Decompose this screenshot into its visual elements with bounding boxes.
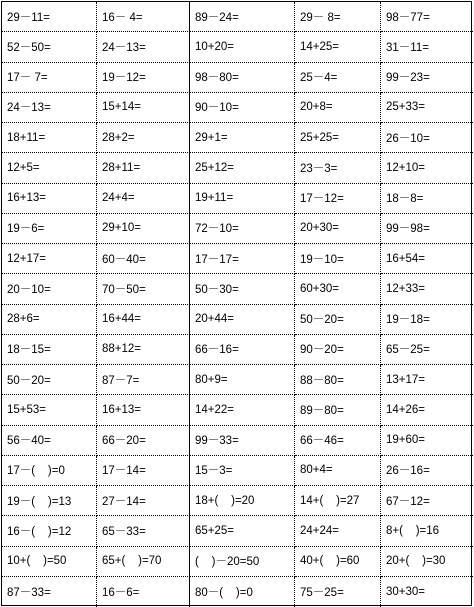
problem-cell: 65－25= <box>381 335 473 365</box>
problem-cell: 98－80= <box>190 63 295 93</box>
problem-cell: 60－40= <box>97 244 190 274</box>
problem-cell: 12+10= <box>381 153 473 183</box>
problem-cell: 56－40= <box>2 426 97 456</box>
problem-cell: 89－24= <box>190 2 295 32</box>
problem-cell: 8+( )=16 <box>381 516 473 546</box>
problem-cell: 19－18= <box>381 305 473 335</box>
problem-cell: 88－80= <box>295 365 381 395</box>
problem-cell: 19－10= <box>295 244 381 274</box>
problem-cell: 16+54= <box>381 244 473 274</box>
problem-cell: 30+30= <box>386 585 426 598</box>
problem-cell: 29+10= <box>97 214 190 244</box>
problem-cell: 70－50= <box>97 274 190 304</box>
problem-cell: 50－20= <box>295 305 381 335</box>
problem-cell: 17－17= <box>190 244 295 274</box>
problem-cell: 23－3= <box>295 153 381 183</box>
problem-cell: 28+6= <box>2 305 97 335</box>
problem-cell: 75－25= <box>295 577 381 607</box>
problem-cell: 19－( )=13 <box>2 486 97 516</box>
problem-cell: 20+( )=30 <box>381 547 473 577</box>
problem-cell: 26－16= <box>381 456 473 486</box>
problem-cell: 40+( )=60 <box>295 547 381 577</box>
problem-cell: 24+24= <box>295 516 381 546</box>
problem-cell: 15+53= <box>2 395 97 425</box>
problem-cell: 19－6= <box>2 214 97 244</box>
arithmetic-worksheet <box>1 1 472 606</box>
problem-cell: 99－23= <box>381 63 473 93</box>
problem-cell: 28+11= <box>97 153 190 183</box>
problem-cell: 15+14= <box>97 93 190 123</box>
problem-cell: 16－ 4= <box>97 2 190 32</box>
problem-cell: 19－12= <box>97 63 190 93</box>
problem-cell: 67－12= <box>381 486 473 516</box>
problem-cell: 19+11= <box>190 184 295 214</box>
problem-cell: 24－13= <box>97 32 190 62</box>
problem-cell: 66－46= <box>295 426 381 456</box>
problem-cell: 16+44= <box>97 305 190 335</box>
problem-cell: 90－10= <box>190 93 295 123</box>
problem-cell: 16－( )=12 <box>2 516 97 546</box>
problem-cell: 12+33= <box>381 274 473 304</box>
problem-cell: 20+8= <box>295 93 381 123</box>
problem-cell: 13+17= <box>381 365 473 395</box>
problem-cell: 24－13= <box>2 93 97 123</box>
problem-cell: 80－( )=0 <box>190 577 295 607</box>
problem-cell: 87－33= <box>2 577 97 607</box>
problem-cell: 12+17= <box>2 244 97 274</box>
problem-cell: 20－10= <box>2 274 97 304</box>
problem-cell: 66－20= <box>97 426 190 456</box>
problem-cell: 27－14= <box>97 486 190 516</box>
problem-cell: 24+4= <box>97 184 190 214</box>
problem-cell: 65+25= <box>190 516 295 546</box>
problem-cell: 28+2= <box>97 123 190 153</box>
problem-cell: 98－77= <box>381 2 473 32</box>
problem-cell: 65－33= <box>97 516 190 546</box>
problem-cell: 17－ 7= <box>2 63 97 93</box>
problem-cell: 17－12= <box>295 184 381 214</box>
problem-cell: 18+11= <box>2 123 97 153</box>
problem-cell: 31－11= <box>381 32 473 62</box>
problem-cell: 88+12= <box>97 335 190 365</box>
problem-cell: 18－8= <box>381 184 473 214</box>
problem-cell: 25+25= <box>295 123 381 153</box>
problem-cell: 17－( )=0 <box>2 456 97 486</box>
problem-cell: 26－10= <box>381 123 473 153</box>
problem-cell: 52－50= <box>2 32 97 62</box>
problem-cell: 60+30= <box>295 274 381 304</box>
problem-cell: 19+60= <box>381 426 473 456</box>
problem-cell: 65+( )=70 <box>97 547 190 577</box>
problem-cell: 15－3= <box>190 456 295 486</box>
problem-cell: 66－16= <box>190 335 295 365</box>
problem-cell: 25+12= <box>190 153 295 183</box>
problem-cell: 29+1= <box>190 123 295 153</box>
problem-cell: 18－15= <box>2 335 97 365</box>
problem-cell: 87－7= <box>97 365 190 395</box>
problem-cell: 14+26= <box>381 395 473 425</box>
problem-cell: 80+9= <box>190 365 295 395</box>
problem-cell: 90－20= <box>295 335 381 365</box>
problem-cell: 80+4= <box>295 456 381 486</box>
problem-cell: 29－ 8= <box>295 2 381 32</box>
problem-cell: 99－98= <box>381 214 473 244</box>
problem-cell: 17－14= <box>97 456 190 486</box>
problem-cell: 89－80= <box>295 395 381 425</box>
problem-cell: ( )－20=50 <box>190 547 295 577</box>
problem-cell: 12+5= <box>2 153 97 183</box>
problem-cell: 25－4= <box>295 63 381 93</box>
problem-cell: 16－6= <box>97 577 190 607</box>
problem-cell: 72－10= <box>190 214 295 244</box>
problem-cell: 10+( )=50 <box>2 547 97 577</box>
problem-cell: 50－30= <box>190 274 295 304</box>
problem-cell: 10+20= <box>190 32 295 62</box>
problem-cell: 14+( )=27 <box>295 486 381 516</box>
problem-cell: 50－20= <box>2 365 97 395</box>
problem-cell: 20+30= <box>295 214 381 244</box>
problem-cell: 18+( )=20 <box>190 486 295 516</box>
problem-cell: 20+44= <box>190 305 295 335</box>
problem-cell: 14+22= <box>190 395 295 425</box>
problem-cell: 16+13= <box>2 184 97 214</box>
problem-cell: 29－11= <box>2 2 97 32</box>
problem-cell: 25+33= <box>381 93 473 123</box>
problem-cell: 99－33= <box>190 426 295 456</box>
problem-cell: 16+13= <box>97 395 190 425</box>
problem-cell: 14+25= <box>295 32 381 62</box>
